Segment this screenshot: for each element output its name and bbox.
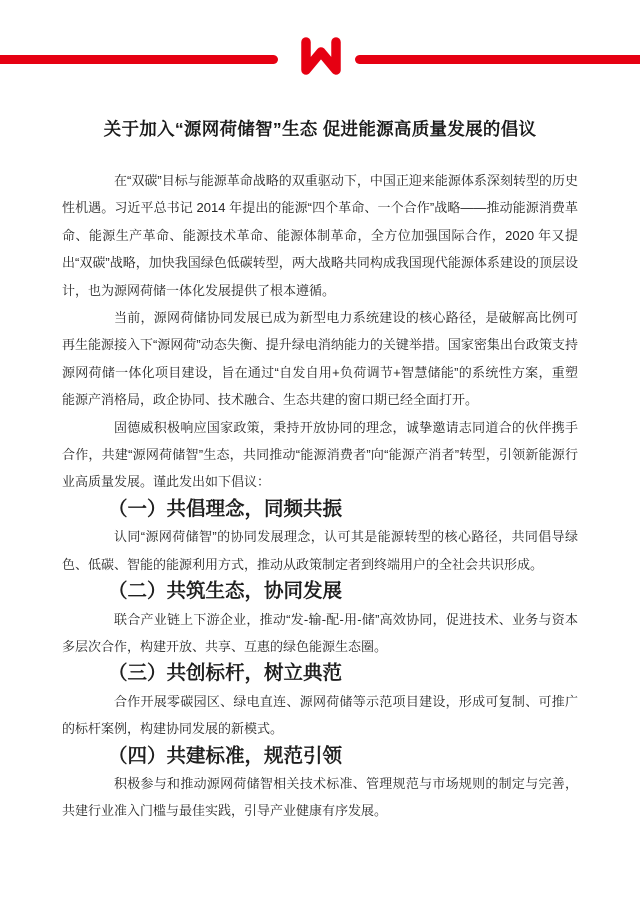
section-3-heading: （三）共创标杆，树立典范 [108,662,343,685]
section-2-body: 联合产业链上下游企业，推动“发-输-配-用-储”高效协同，促进技术、业务与资本多层次合作，构建开放、共享、互惠的绿色能源生态圈。 [62,611,578,654]
header-rule-right [355,55,640,64]
section-4-body: 积极参与和推动源网荷储智相关技术标准、管理规范与市场规则的制定与完善，共建行业准入门槛与最佳实践，引导产业健康有序发展。 [62,775,578,819]
intro-paragraph-1: 在“双碳”目标与能源革命战略的双重驱动下，中国正迎来能源体系深刻转型的历史性机遇。习近平总书记 2014 年提出的能源“四个革命、一个合作”战略——推动能源消费革命、能源生产革命、能源技术革命、能源体制革命，全方位加强国际合作，2020 年又提出“双碳”战略，加快我国绿色低碳转型，两大战略共同构成我国现代能源体系建设的顶层设计，也为源网荷储一体化发展提供了根本遵循。 [62,173,578,298]
document-title: 关于加入“源网荷储智”生态 促进能源高质量发展的倡议 [103,119,537,139]
intro-paragraph-3: 固德威积极响应国家政策，秉持开放协同的理念，诚挚邀请志同道合的伙伴携手合作，共建“源网荷储智”生态，共同推动“能源消费者”向“能源产消者”转型，引领新能源行业高质量发展。谨此发出如下倡议： [62,419,578,490]
intro-paragraph-2: 当前，源网荷储协同发展已成为新型电力系统建设的核心路径，是破解高比例可再生能源接入下“源网荷”动态失衡、提升绿电消纳能力的关键举措。国家密集出台政策支持源网荷储一体化项目建设，旨在通过“自发自用+负荷调节+智慧储能”的系统性方案，重塑能源产消格局，政企协同、技术融合、生态共建的窗口期已经全面打开。 [62,310,578,408]
section-2-heading: （二）共筑生态，协同发展 [108,580,343,603]
section-1-heading: （一）共倡理念，同频共振 [108,497,343,520]
section-4-heading: （四）共建标准，规范引领 [108,744,343,767]
header-rule-left [0,55,278,64]
w-logo-icon [299,36,343,78]
document-body [62,167,578,825]
section-1-body: 认同“源网荷储智”的协同发展理念，认可其是能源转型的核心路径，共同倡导绿色、低碳、智能的能源利用方式，推动从政策制定者到终端用户的全社会共识形成。 [62,529,578,572]
section-3-body: 合作开展零碳园区、绿电直连、源网荷储等示范项目建设，形成可复制、可推广的标杆案例，构建协同发展的新模式。 [62,693,578,737]
